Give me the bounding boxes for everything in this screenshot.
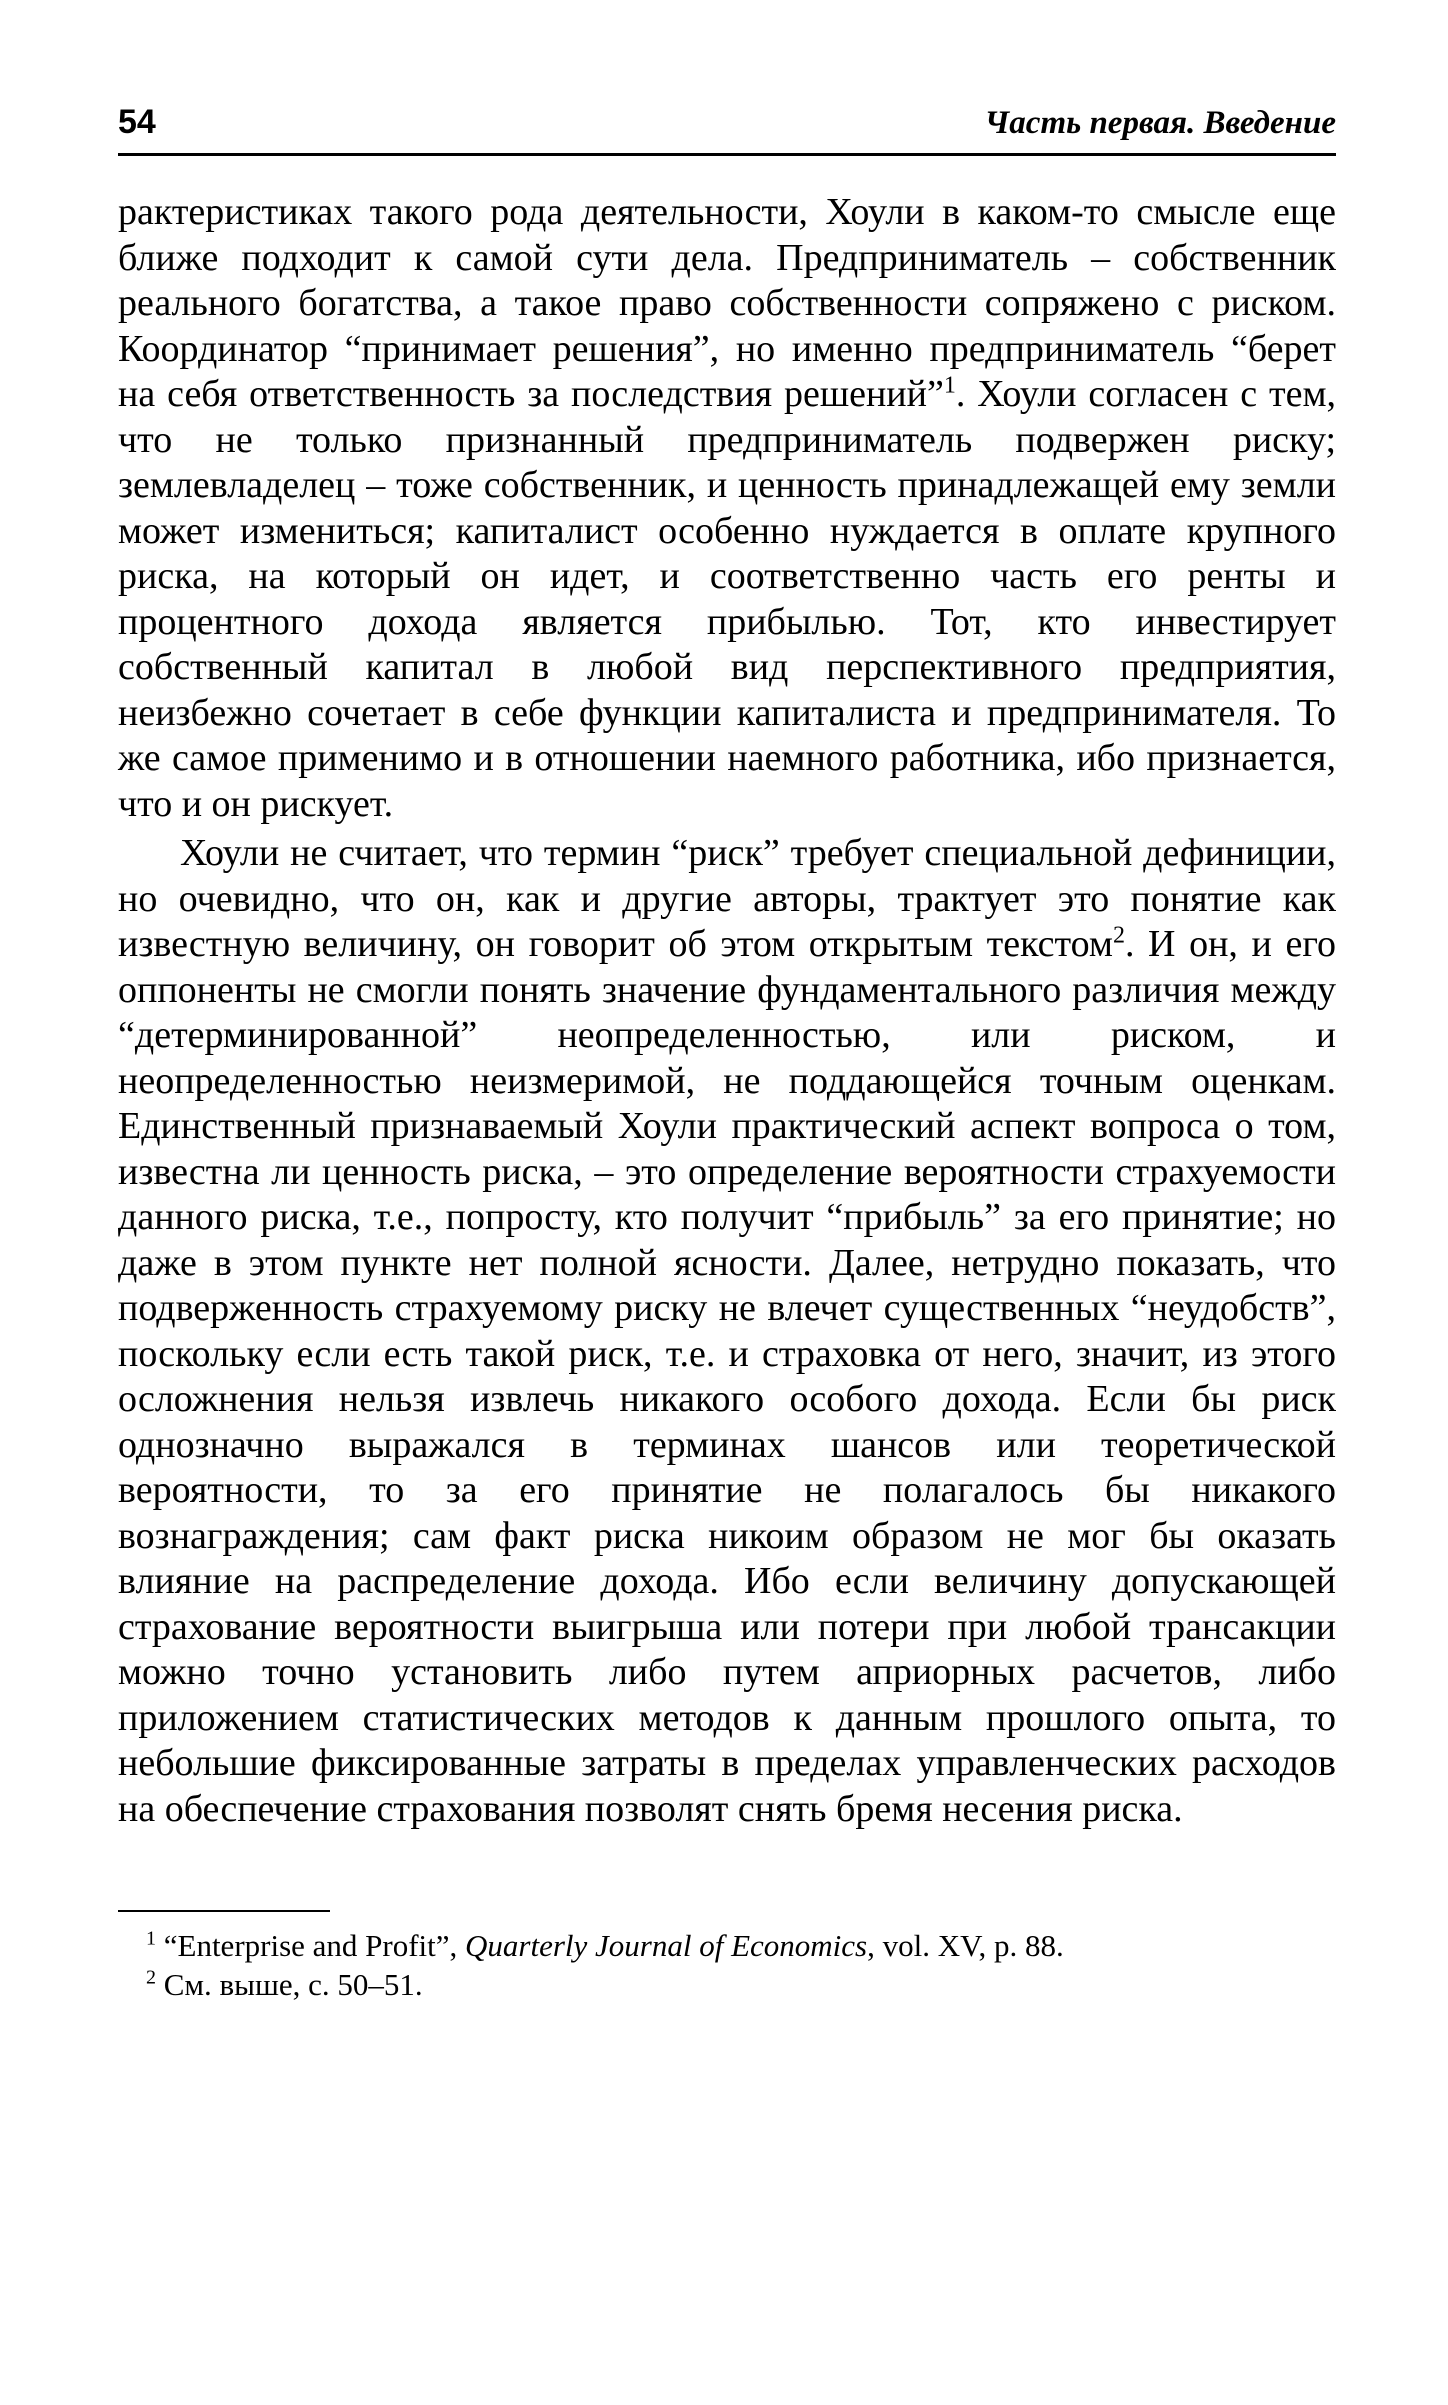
book-page [118, 95, 1336, 2375]
paragraph-1 [118, 190, 1336, 827]
paragraph-2-text-a: Хоули не считает, что термин “риск” требует специальной дефиниции, но очевидно, что он, как и другие авторы, трактует это понятие как известную величину, он говорит об этом открытым текстом [118, 832, 1336, 965]
footnote-2-text-a: См. выше, с. 50–51. [156, 1967, 423, 2002]
footnotes [118, 1926, 1336, 2004]
running-head: Часть первая. Введение [984, 105, 1336, 141]
paragraph-1-text-b: . Хоули согласен с тем, что не только признанный предприниматель подвержен риску; землевладелец – тоже собственник, и ценность принадлежащей ему земли может измениться; капиталист особенно нуждается в оплате крупного риска, на который он идет, и соответственно часть его ренты и процентного дохода является прибылью. Тот, кто инвестирует собственный капитал в любой вид перспективного предприятия, неизбежно сочетает в себе функции капиталиста и предпринимателя. То же самое применимо и в отношении наемного работника, ибо признается, что и он рискует. [118, 373, 1337, 825]
footnote-1-text-b: , vol. XV, p. 88. [867, 1928, 1064, 1963]
paragraph-2-text-b: . И он, и его оппоненты не смогли понять значение фундаментального различия между “детерминированной” неопределенностью, или риском, и неопределенностью неизмеримой, не поддающейся точным оценкам. Единственный признаваемый Хоули практический аспект вопроса о том, известна ли ценность риска, – это определение вероятности страхуемости данного риска, т.е., попросту, кто получит “прибыль” за его принятие; но даже в этом пункте нет полной ясности. Далее, нетрудно показать, что подверженность страхуемому риску не влечет существенных “неудобств”, поскольку если есть такой риск, т.е. и страховка от него, значит, из этого осложнения нельзя извлечь никакого особого дохода. Если бы риск однозначно выражался в терминах шансов или теоретической вероятности, то за его принятие не полагалось бы никакого вознаграждения; сам факт риска никоим образом не мог бы оказать влияние на распределение дохода. Ибо если величину допускающей страхование вероятности выигрыша или потери при любой трансакции можно точно установить либо путем априорных расчетов, либо приложением статистических методов к данным прошлого опыта, то небольшие фиксированные затраты в пределах управленческих расходов на обеспечение страхования позволят снять бремя несения риска. [118, 923, 1336, 1830]
page-number: 54 [118, 103, 156, 141]
paragraph-2 [118, 831, 1336, 1832]
footnote-mark-2: 2 [146, 1966, 156, 1989]
page-header [118, 95, 1336, 156]
body-text [118, 190, 1336, 1832]
paragraph-1-text-a: рактеристиках такого рода деятельности, Хоули в каком-то смысле еще ближе подходит к самой сути дела. Предприниматель – собственник реального богатства, а такое право собственности сопряжено с риском. Координатор “принимает решения”, но именно предприниматель “берет на себя ответственность за последствия решений” [118, 191, 1336, 415]
footnote-1 [118, 1926, 1336, 1965]
footnote-divider [118, 1910, 330, 1912]
footnote-2 [118, 1965, 1336, 2004]
footnote-mark-1: 1 [146, 1927, 156, 1950]
footnote-1-journal: Quarterly Journal of Economics [465, 1928, 868, 1963]
footnote-1-text-a: “Enterprise and Profit”, [156, 1928, 466, 1963]
footnote-ref-1[interactable]: 1 [943, 372, 956, 399]
footnote-ref-2[interactable]: 2 [1112, 922, 1125, 949]
